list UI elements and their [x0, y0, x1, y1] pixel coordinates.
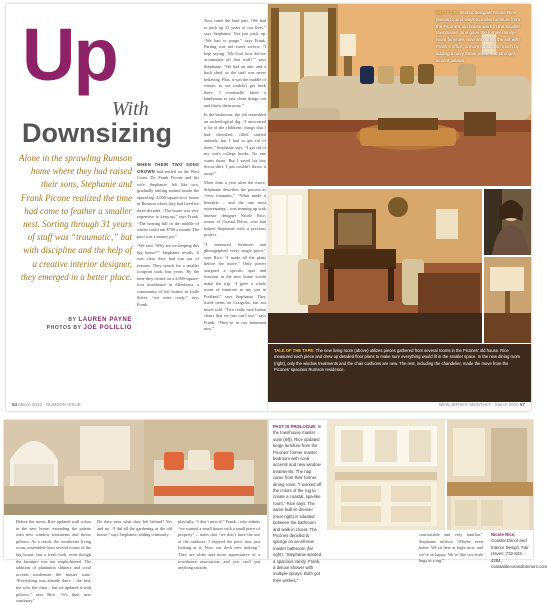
caption-past-body: In the townhouse master suite (left), Rice updated beige furniture from the Picones’ former master bedroom with coral accents and new window treatments. The nap came from their former dining room. “I worked off the colors of the rug to create a coastal, spa-like room,” Rice says. The same built-in dresser (near right) is situated between the bathroom and walk-in closet. The Picones decided to splurge on an all-new master bathroom (far right). “Stephanie wanted a spacious vanity. Frank, a deluxe shower with multiple sprays. Both got their wishes.” [273, 424, 322, 583]
body-column-a [16, 519, 91, 605]
body-paragraph: Now came the hard part. “We had to pack up 31 years of our lives,” says Stephanie. Not just pack up. “We had to purge,” says Frank. Parting was not sweet sorrow. “I kept saying, ‘My God, how did we accumulate all that stuff?’” says Stephanie. “We had an attic and a back shed, so the stuff was never behaving. Plus, it was the middle of winter, so we couldn’t get back there. I eventually hired a handyman to just clean things out and throw them away.” [204, 18, 266, 108]
body-paragraph: “We said, ‘Why are we keeping this big house?’” Stephanie recalls. It was clear they had run out of reasons. They search for a smaller footprint took four years. By the time they closed on a 2,800-square-foot townhouse in Allenhurst, a community of loft homes in Little Silver, “we were ready,” says Frank. [137, 243, 199, 307]
designer-portrait [484, 189, 531, 255]
caption-tale-of-the-tape [274, 348, 524, 374]
folio-date-right: March 2010 [494, 402, 519, 407]
caption-panel [268, 344, 531, 402]
built-in-dresser-photo [327, 420, 445, 530]
body-paragraph: playfully, “I don’t miss it!” Frank – who admits “we wanted a small house with a small piece of property” – notes that “we don’t have the use of the outdoors. I enjoyed the pool, now just looking at it. Now, our deck sees nothing.” They are older and more appreciative of a townhouse association, and you can’t put anything outside. [178, 519, 260, 571]
lamp-detail-photo [484, 257, 531, 343]
magazine-spread-2 [4, 420, 547, 604]
body-column-2 [204, 18, 266, 398]
article-deck: Alone in the sprawling Rumson home where they had raised their sons, Stephanie and Frank Picone realized the time had come to feather a smaller nest. Sorting through 31 years of stuff was “traumatic,” but with discipline and the help of a creative interior designer, they emerged in a better place. [19, 153, 132, 282]
caption-mix-it-up [436, 10, 524, 64]
body-column-c [419, 532, 483, 565]
folio-pub-right: NEW JERSEY MONTHLY [438, 402, 491, 407]
folio-right: NEW JERSEY MONTHLY · March 2010 57 [438, 402, 525, 407]
caption-mix-body: Interior designer Nicole Rice (below) found ways to make furniture from the Picone’s old house work in the smaller townhouse. She gave the former family-room furniture, now anchoring the loft with Frank’s office, a more masculine touch by adding a navy throw pillow and stronger accent pillows. [436, 10, 521, 63]
resource-head: Nicole Rice, [491, 532, 516, 537]
photographer-name: JOE POLILLIO [83, 325, 132, 331]
headline-downsizing: Downsizing [22, 118, 172, 148]
magazine-spread [6, 4, 531, 411]
caption-mix-head: MIX IT UP: [436, 10, 459, 15]
dining-room-photo [268, 189, 482, 343]
left-page [6, 4, 268, 411]
body-paragraph: Before the move, Rice updated wall colors in the new home, extending the palette with new window treatments and throw pillows. As a result, the townhouse living room, assembled from several rooms of the big house, has a fresh look, even though the furniture was not reupholstered. The addition of plantation shutters and coral accents modernize the master suite. “Everything was already there – the bed, the sofa, the chair – but we updated it with pillows,” says Rice. “It’s their new sanctuary.” [16, 519, 91, 604]
folio-left: 54 March 2010 · RUMSON ISSUE [12, 402, 81, 407]
caption-tale-head: TALE OF THE TAPE: [274, 348, 315, 353]
master-bathroom-photo [447, 420, 533, 530]
body-column-a2 [97, 519, 172, 539]
photo-prefix: PHOTOS BY [46, 325, 82, 331]
byline [30, 316, 132, 332]
body-paragraph: comfortable and very familiar,” Stephanie reflects. “Maybe even better. We sit here at night now, and we’re so happy. We’re like two little bugs in a rug.” [419, 532, 483, 564]
lead-in: WHEN THEIR TWO SONS GROWN [137, 162, 199, 174]
body-paragraph: “I measured furniture and photographed every single piece,” says Rice. “I made all the plans before the move.” Only pieces assigned a specific spot and function in the new home would make the trip. “I gave a whole room of furniture to my son in Portland,” says Stephanie. They listed items on Craigslist, but not much sold. “Two really nice Italian chairs that we just can’t use,” says Frank. “They’re in our basement now.” [204, 241, 266, 331]
right-page [268, 4, 531, 411]
master-suite-photo [4, 420, 268, 515]
body-column-b [178, 519, 260, 571]
headline-with: With [112, 98, 149, 120]
body-paragraph: In the bedrooms, the job resembled an archeological dig. “I uncovered a lot of the childrens’ things that I had cherished, filled stuffed animals, but I had to get rid of them,” Stephanie says. “I got rid of my son’s college books. No one wants those. But I saved his boy Scout shirt. I just couldn’t throw it away!” [204, 112, 266, 176]
page-number-right: 57 [519, 402, 525, 407]
resource-body: Coastal Décor and Interior Design, Fair Haven; 732-842-4284, coastaldecorandinteriors.com [491, 538, 547, 570]
living-room-photo [268, 4, 531, 186]
body-paragraph: and settled on the West Coast, Dr. Frank Picone and his wife, Stephanie, felt like two, gradually rattling around inside the sprawling 4,000-square-foot house in Rumson where they had lived for three decades. “The house was very expensive to keep up,” says Frank. “The heating bill in the middle of winter could run $700 a month. The pool was a money pit.” [137, 168, 199, 239]
caption-past-is-prologue [273, 424, 323, 583]
headline-up: Up [22, 13, 117, 96]
byline-prefix: BY [68, 317, 77, 323]
body-paragraph: More than a year after the move, Stephanie describes the process as “very traumatic.” “What made it bearable – and the one most rejuvenating – was teaming up with interior designer Nicole Rice, owner of Coastal Décor, who had helped Stephanie with a previous project. [204, 180, 266, 237]
author-name: LAUREN PAYNE [78, 317, 132, 323]
folio-date-left: March 2010 [18, 402, 43, 407]
folio-pub-left: RUMSON ISSUE [46, 402, 81, 407]
caption-tale-body: The new living room (above) utilizes pieces gathered from several rooms in the Picones’ old house. Rice measured each piece and drew up detailed floor plans to make sure everything would fit in the smaller space. In the new dining room (right), only the window treatments and the chair cushions are new. The rest, including the chandelier, made the move from the Picones’ spacious Rumson residence. [274, 348, 521, 373]
body-paragraph: Do they miss what they left behind? Yes and no. “I did all the gardening at the old house,” says Stephanie, adding crimsonly. [97, 519, 172, 538]
right-page-2 [269, 420, 547, 583]
left-page-2 [4, 420, 268, 604]
page-number-left: 54 [12, 402, 18, 407]
caption-past-head: PAST IS PROLOGUE: [273, 424, 317, 429]
resource-box [491, 532, 547, 570]
body-column-1 [137, 162, 199, 311]
